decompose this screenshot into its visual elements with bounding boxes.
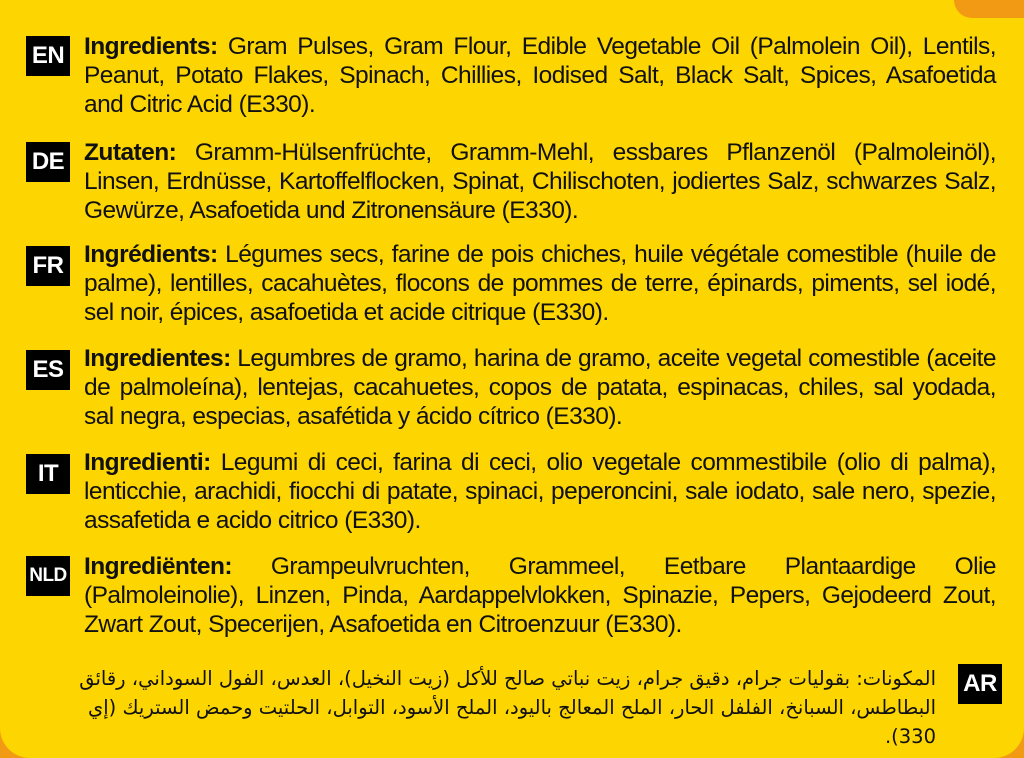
ingredients-heading-es: Ingredientes: <box>84 345 231 372</box>
language-badge-it: IT <box>26 454 70 494</box>
language-badge-de: DE <box>26 142 70 182</box>
language-badge-fr: FR <box>26 246 70 286</box>
ingredients-body-ar: المكونات: بقوليات جرام، دقيق جرام، زيت نباتي صالح للأكل (زيت النخيل)، العدس، الفول السوداني، رقائق البطاطس، السبانخ، الفلفل الحار، الملح المعالج باليود، الملح الأسود، التوابل، الحلتيت وحمض الستريك (إي 330). <box>79 667 936 748</box>
ingredients-body-es: Legumbres de gramo, harina de gramo, aceite vegetal comestible (aceite de palmoleína), lentejas, cacahuetes, copos de patata, espinacas, chiles, sal yodada, sal negra, especias, asafétida y ácido cítrico (E330). <box>84 345 996 430</box>
language-badge-en: EN <box>26 36 70 76</box>
ingredients-body-nld: Grampeulvruchten, Grammeel, Eetbare Plantaardige Olie (Palmoleinolie), Linzen, Pinda, Aardappelvlokken, Spinazie, Pepers, Gejodeerd Zout, Zwart Zout, Specerijen, Asafoetida en Citroenzuur (E330). <box>84 553 996 638</box>
language-badge-es: ES <box>26 350 70 390</box>
ingredients-body-it: Legumi di ceci, farina di ceci, olio vegetale commestibile (olio di palma), lenticchie, arachidi, fiocchi di patate, spinaci, peperoncini, sale iodato, sale nero, spezie, assafetida e acido citrico (E330). <box>84 449 996 534</box>
ingredients-heading-de: Zutaten: <box>84 139 177 166</box>
ingredients-heading-fr: Ingrédients: <box>84 241 218 268</box>
language-badge-nld: NLD <box>26 556 70 596</box>
ingredients-body-fr: Légumes secs, farine de pois chiches, huile végétale comestible (huile de palme), lentilles, cacahuètes, flocons de pommes de terre, épinards, piments, sel iodé, sel noir, épices, asafoetida et acide citrique (E330). <box>84 241 996 326</box>
ingredients-text-de <box>84 138 996 225</box>
ingredients-text-fr <box>84 240 996 327</box>
ingredients-text-es <box>84 344 996 431</box>
ingredients-text-nld <box>84 552 996 639</box>
ingredients-body-en: Gram Pulses, Gram Flour, Edible Vegetable Oil (Palmolein Oil), Lentils, Peanut, Potato Flakes, Spinach, Chillies, Iodised Salt, Black Salt, Spices, Asafoetida and Citric Acid (E330). <box>84 33 996 118</box>
ingredients-text-ar <box>60 664 936 751</box>
ingredients-heading-en: Ingredients: <box>84 33 218 60</box>
ingredients-heading-nld: Ingrediënten: <box>84 553 233 580</box>
language-badge-ar: AR <box>958 664 1002 704</box>
ingredients-heading-it: Ingredienti: <box>84 449 211 476</box>
ingredients-text-it <box>84 448 996 535</box>
ingredients-text-en <box>84 32 996 119</box>
label-corner <box>954 0 1024 18</box>
ingredients-body-de: Gramm-Hülsenfrüchte, Gramm-Mehl, essbares Pflanzenöl (Palmoleinöl), Linsen, Erdnüsse, Kartoffelflocken, Spinat, Chilischoten, jodiertes Salz, schwarzes Salz, Gewürze, Asafoetida und Zitronensäure (E330). <box>84 139 996 224</box>
